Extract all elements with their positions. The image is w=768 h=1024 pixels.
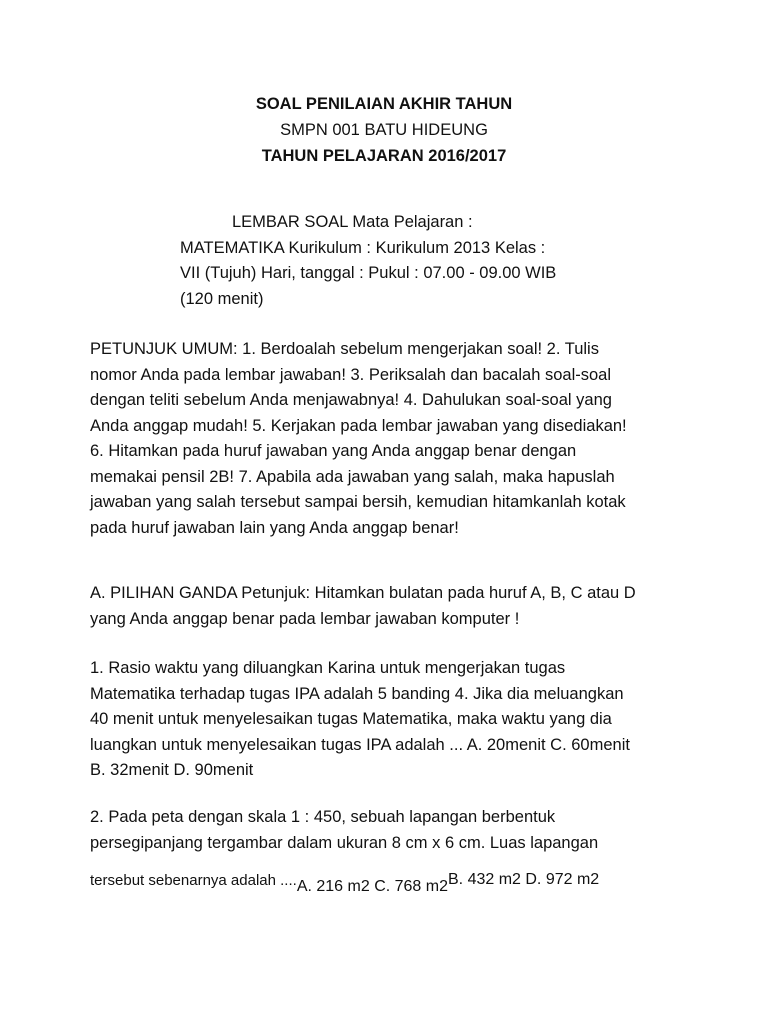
instruction-line: 6. Hitamkan pada huruf jawaban yang Anda anggap benar dengan	[90, 442, 577, 460]
question-2-options-line	[90, 868, 599, 893]
question-1-line: luangkan untuk menyelesaikan tugas IPA adalah ... A. 20menit C. 60menit	[90, 735, 630, 754]
school-name: SMPN 001 BATU HIDEUNG	[280, 121, 488, 139]
question-1-line: 40 menit untuk menyelesaikan tugas Matematika, maka waktu yang dia	[90, 710, 612, 728]
exam-info-line: VII (Tujuh) Hari, tanggal : Pukul : 07.00 - 09.00 WIB	[180, 264, 557, 282]
exam-info	[180, 210, 600, 312]
exam-info-line: LEMBAR SOAL Mata Pelajaran :	[232, 213, 473, 231]
question-2-line: persegipanjang tergambar dalam ukuran 8 cm x 6 cm. Luas lapangan	[90, 833, 599, 852]
document-header	[0, 91, 768, 169]
question-1-line: 1. Rasio waktu yang diluangkan Karina untuk mengerjakan tugas	[90, 659, 566, 677]
instruction-line: pada huruf jawaban lain yang Anda anggap benar!	[90, 518, 459, 537]
instruction-line: dengan teliti sebelum Anda menjawabnya! 4. Dahulukan soal-soal yang	[90, 391, 612, 409]
exam-info-line: (120 menit)	[180, 289, 264, 308]
question-1-line: Matematika terhadap tugas IPA adalah 5 banding 4. Jika dia meluangkan	[90, 684, 624, 703]
question-2	[90, 805, 690, 856]
question-1	[90, 656, 690, 784]
instruction-line: memakai pensil 2B! 7. Apabila ada jawaban yang salah, maka hapuslah	[90, 467, 615, 486]
question-2-line: 2. Pada peta dengan skala 1 : 450, sebuah lapangan berbentuk	[90, 808, 556, 826]
instruction-line: Anda anggap mudah! 5. Kerjakan pada lembar jawaban yang disediakan!	[90, 416, 627, 435]
instruction-line: PETUNJUK UMUM: 1. Berdoalah sebelum mengerjakan soal! 2. Tulis	[90, 340, 599, 358]
section-a-line: yang Anda anggap benar pada lembar jawaban komputer !	[90, 609, 520, 628]
general-instructions	[90, 337, 690, 541]
academic-year: TAHUN PELAJARAN 2016/2017	[261, 147, 507, 165]
exam-title: SOAL PENILAIAN AKHIR TAHUN	[255, 95, 513, 113]
question-2-lead: tersebut sebenarnya adalah ....	[90, 872, 297, 889]
instruction-line: nomor Anda pada lembar jawaban! 3. Periksalah dan bacalah soal-soal	[90, 365, 611, 384]
question-2-options-b-d: B. 432 m2 D. 972 m2	[448, 871, 600, 888]
question-2-options-a-c: A. 216 m2 C. 768 m2	[296, 878, 448, 895]
exam-info-line: MATEMATIKA Kurikulum : Kurikulum 2013 Kelas :	[180, 238, 546, 257]
section-a-line: A. PILIHAN GANDA Petunjuk: Hitamkan bulatan pada huruf A, B, C atau D	[90, 584, 636, 602]
instruction-line: jawaban yang salah tersebut sampai bersih, kemudian hitamkanlah kotak	[90, 493, 626, 511]
section-a-instructions	[90, 581, 690, 632]
question-1-line: B. 32menit D. 90menit	[90, 761, 254, 779]
